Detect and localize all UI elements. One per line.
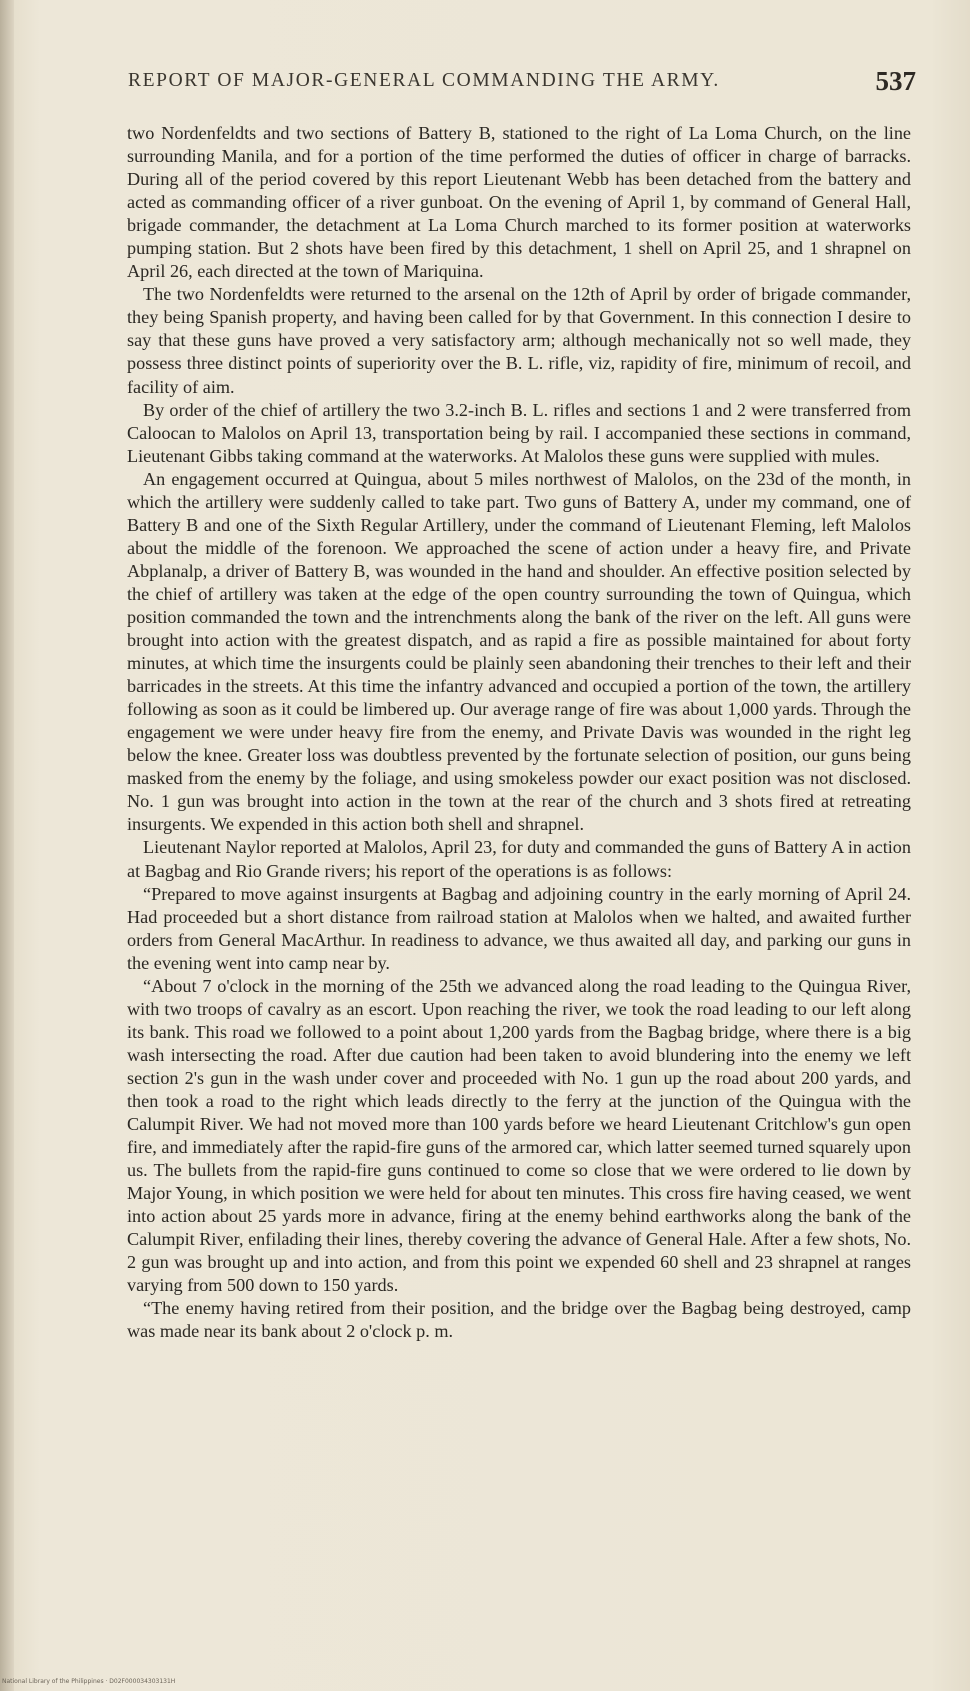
- footer-credit: National Library of the Philippines · D02F000034303131H: [2, 1678, 176, 1685]
- paragraph: two Nordenfeldts and two sections of Battery B, stationed to the right of La Loma Church, on the line surrounding Manila, and for a portion of the time performed the duties of officer in charge of barracks. During all of the period covered by this report Lieutenant Webb has been detached from the battery and acted as commanding officer of a river gunboat. On the evening of April 1, by command of General Hall, brigade commander, the detachment at La Loma Church marched to its former position at waterworks pumping station. But 2 shots have been fired by this detachment, 1 shell on April 25, and 1 shrapnel on April 26, each directed at the town of Mariquina.: [127, 123, 911, 282]
- paragraph: The two Nordenfeldts were returned to the arsenal on the 12th of April by order of brigade commander, they being Spanish property, and having been called for by that Government. In this connection I desire to say that these guns have proved a very satisfactory arm; although mechanically not so well made, they possess three distinct points of superiority over the B. L. rifle, viz, rapidity of fire, minimum of recoil, and facility of aim.: [127, 284, 911, 397]
- paragraph: Lieutenant Naylor reported at Malolos, April 23, for duty and commanded the guns of Battery A in action at Bagbag and Rio Grande rivers; his report of the operations is as follows:: [127, 837, 911, 881]
- page-header: [120, 66, 920, 100]
- body-text: [127, 122, 911, 1343]
- quoted-paragraph: “Prepared to move against insurgents at Bagbag and adjoining country in the early morning of April 24. Had proceeded but a short distance from railroad station at Malolos when we halted, and awaited further orders from General MacArthur. In readiness to advance, we thus awaited all day, and parking our guns in the evening went into camp near by.: [127, 883, 911, 973]
- paragraph: An engagement occurred at Quingua, about 5 miles northwest of Malolos, on the 23d of the month, in which the artillery were suddenly called to take part. Two guns of Battery A, under my command, one of Battery B and one of the Sixth Regular Artillery, under the command of Lieutenant Fleming, left Malolos about the middle of the forenoon. We approached the scene of action under a heavy fire, and Private Abplanalp, a driver of Battery B, was wounded in the hand and shoulder. An effective position selected by the chief of artillery was taken at the edge of the open country surrounding the town of Quingua, which position commanded the town and the intrenchments along the bank of the river on the left. All guns were brought into action with the greatest dispatch, and as rapid a fire as possible maintained for about forty minutes, at which time the insurgents could be plainly seen abandoning their trenches to their left and their barricades in the streets. At this time the infantry advanced and occupied a portion of the town, the artillery following as soon as it could be limbered up. Our average range of fire was about 1,000 yards. Through the engagement we were under heavy fire from the enemy, and Private Davis was wounded in the right leg below the knee. Greater loss was doubtless prevented by the fortunate selection of position, our guns being masked from the enemy by the foliage, and using smokeless powder our exact position was not disclosed. No. 1 gun was brought into action in the town at the rear of the church and 3 shots fired at retreating insurgents. We expended in this action both shell and shrapnel.: [127, 468, 911, 835]
- quoted-paragraph: “The enemy having retired from their position, and the bridge over the Bagbag being destroyed, camp was made near its bank about 2 o'clock p. m.: [127, 1298, 911, 1342]
- binding-edge: [0, 0, 14, 1691]
- running-head: REPORT OF MAJOR-GENERAL COMMANDING THE ARMY.: [128, 70, 720, 91]
- paragraph: By order of the chief of artillery the two 3.2-inch B. L. rifles and sections 1 and 2 were transferred from Caloocan to Malolos on April 13, transportation being by rail. I accompanied these sections in command, Lieutenant Gibbs taking command at the waterworks. At Malolos these guns were supplied with mules.: [127, 399, 911, 466]
- page-number: 537: [875, 66, 916, 96]
- quoted-paragraph: “About 7 o'clock in the morning of the 25th we advanced along the road leading to the Quingua River, with two troops of cavalry as an escort. Upon reaching the river, we took the road leading to our left along its bank. This road we followed to a point about 1,200 yards from the Bagbag bridge, where there is a big wash intersecting the road. After due caution had been taken to avoid blundering into the enemy we left section 2's gun in the wash under cover and proceeded with No. 1 gun up the road about 200 yards, and then took a road to the right which leads directly to the ferry at the junction of the Quingua with the Calumpit River. We had not moved more than 100 yards before we heard Lieutenant Critchlow's gun open fire, and immediately after the rapid-fire guns of the armored car, which latter seemed turned squarely upon us. The bullets from the rapid-fire guns continued to come so close that we were ordered to lie down by Major Young, in which position we were held for about ten minutes. This cross fire having ceased, we went into action about 25 yards more in advance, firing at the enemy behind earthworks along the bank of the Calumpit River, enfilading their lines, thereby covering the advance of General Hale. After a few shots, No. 2 gun was brought up and into action, and from this point we expended 60 shell and 23 shrapnel at ranges varying from 500 down to 150 yards.: [127, 975, 911, 1296]
